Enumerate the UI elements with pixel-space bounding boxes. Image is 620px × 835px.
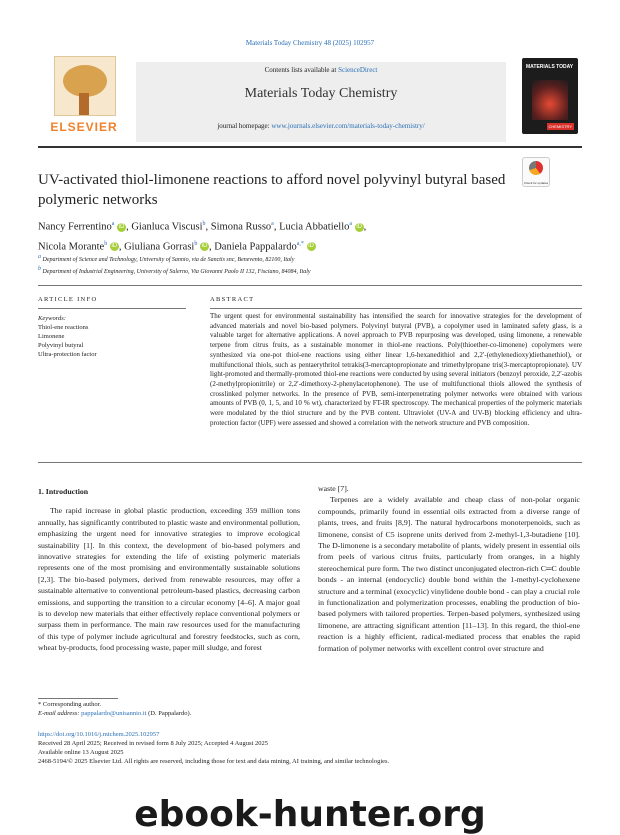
introduction-heading: 1. Introduction [38,487,89,496]
article-info-heading: ARTICLE INFO [38,296,98,303]
contents-prefix: Contents lists available at [264,66,339,74]
abstract-heading: ABSTRACT [210,296,255,303]
author-name[interactable]: Lucia Abbatiello [279,221,350,233]
author-line-1: Nancy Ferrentino$^a$ iD , Gianluca Viscusi$^b$, Simona Russo$^a$, Lucia Abbatiello$^a$ iD , [38,221,367,233]
check-for-updates-button[interactable] [522,157,550,187]
affiliation-divider [38,285,582,286]
author-affil: a [111,221,115,227]
journal-cover [522,58,578,134]
orcid-icon[interactable]: iD [308,243,314,250]
author-list [38,216,578,255]
homepage-line [136,122,506,130]
author-name[interactable]: Simona Russo [210,221,272,233]
affiliations [38,253,578,277]
keyword: Ultra-protection factor [38,351,97,358]
article-info-rule [38,308,186,309]
copyright: 2468-5194/© 2025 Elsevier Ltd. All rights are reserved, including those for text and data mining, AI training, and similar technologies. [38,758,390,765]
body-paragraph: waste [7]. [318,484,349,493]
keywords-label: Keywords: [38,315,66,322]
author-affil: b [194,240,198,247]
orcid-icon[interactable]: iD [201,243,208,250]
body-paragraph: The rapid increase in global plastic production, exceeding 359 million tons annually, has significantly contributed to plastic waste and environmental pollution, emphasizing the urgent need for innovative strategies to improve ecological sustainability [1]. In this context, the development of bio-based polymers and innovative strategies for extending the life of existing polymeric materials represents one of the most promising and environmentally sustainable solutions [2,3]. The bio-based polymers, derived from renewable resources, may offer a sustainable alternative to conventional petroleum-based plastics, decreasing carbon emissions, and supporting the transition to a circular economy [4–6]. A major goal is to develop new materials that either effectively replace conventional polymers or surpass them in performance. The main raw resources used for the manufacturing of this type of polymer include agricultural and forestry feedstocks, such as corn, wheat by-products, food processing waste, paper mill sludge, and forest [38,506,300,653]
body-paragraph: Terpenes are a widely available and cheap class of non-polar organic compounds, primarily found in essential oils extracted from a diverse range of plants, trees, and fruits [8,9]. The natural hydrocarbons monoterpenoids, such as limonene, consist of C5 isoprene units derived from 2-methyl-1,3-butadiene [10]. The D-limonene is a secondary metabolite of plants, widely present in essential oils from peels of various citrus fruits, particularly from oranges, in a highly stereochemical pure form. The two distinct unconjugated electron-rich C═C double bonds - an internal (endocyclic) double bond within the 1-methyl-cyclohexene structure and a terminal (exocyclic) vinylidene double bond - can play a crucial role in functionalization and polymerization processes, enabling the production of bio-based polymers with tailored properties. Terpen-based polymers, synthesized using limonene, are attracting significant attention [11–13]. In this regard, the thiol-ene reaction is a highly efficient, radical-mediated process that enables the rapid formation of polymer networks with excellent control over structure and [318,495,580,653]
corresponding-author-note: * Corresponding author. [38,701,102,708]
author-name[interactable]: Gianluca Viscusi [131,221,203,233]
article-title: UV-activated thiol-limonene reactions to afford novel polyvinyl butyral based polymeric networks [38,172,506,208]
keyword: Thiol-ene reactions [38,324,89,331]
elsevier-logo [38,56,130,140]
affiliation-a-text: Department of Science and Technology, University of Sannio, via de Sanctis snc, Benevento, 82100, Italy [42,257,295,263]
author-name[interactable]: Daniela Pappalardo [214,241,297,252]
email-line [38,709,338,718]
homepage-prefix: journal homepage: [217,122,272,130]
header-divider [38,146,582,148]
author-affil: a [271,221,274,227]
footnotes [38,700,338,718]
abstract-text: The urgent quest for environmental sustainability has intensified the search for innovative strategies for the development of advanced materials and novel bio-based polymers. Polyvinyl butyral (PVB), a copolymer used in laminated safety glass, is a valuable target for alternative applications. A novel approach to PVB repurposing was developed, using limonene, a renewable terpene from citrus fruits, as a sustainable monomer in thiol-ene reactions. Poly(thioether-co-limonene) copolymers were synthesized via one-pot thiol-ene reactions using either linear 1,6-hexanedithiol and 2,2′-(ethylenedioxy)diethanethiol), or multifunctional thiols, such as pentaerythritol tetrakis(3-mercaptopropionate and trimethylpropane tris(3-mercaptopropionate). UV light-promoted and thermally-promoted thiol-ene reactions were conducted by using several initiators (benzoyl peroxide, 2,2′-azobis (2-methylpropionitrile) or 2,2′-dimethoxy-2-phenylacetophenone). The use of multifunctional thiols allowed the synthesis of crosslinked polymer networks. In the presence of PVB, semi-interpenetrating polymer networks were obtained with various amounts of PVB (0, 1, 5, and 10 % wt), characterized by FT-IR spectroscopy. The mechanical properties of the polymeric materials were modulated by the thiol structure and by the PVB content. Ultraviolet (UV-A and UV-B) blocking efficiency and ultra-protection factor (UPF) were assessed and showed a correlation with the network structure and PVB composition. [210,312,582,427]
author-name[interactable]: Nancy Ferrentino [38,221,112,233]
author-name[interactable]: Giuliana Gorrasi [124,241,195,252]
check-updates-icon [529,161,543,175]
email-label: E-mail address: [38,710,82,717]
publisher-name: ELSEVIER [50,120,118,134]
contents-line [136,66,506,74]
orcid-icon[interactable]: iD [111,243,118,250]
author-affil: b [202,221,206,227]
publication-info [38,730,582,766]
email-link[interactable]: pappalardo@unisannio.it [81,710,147,717]
available-online: Available online 13 August 2025 [38,749,124,756]
email-suffix: (D. Pappalardo). [146,710,192,717]
affiliation-b-text: Department of Industrial Engineering, University of Salerno, Via Giovanni Paolo II 132, Fisciano, 84084, Italy [42,269,311,275]
check-updates-label: Check for updates [523,181,549,185]
keyword: Limonene [38,333,65,340]
body-right-column [318,483,580,654]
cover-strip: CHEMISTRY [548,124,572,129]
author-affil: b [104,240,108,247]
keywords-block [38,314,186,359]
received-dates: Received 28 April 2025; Received in revised form 8 July 2025; Accepted 4 August 2025 [38,740,268,747]
orcid-icon[interactable]: iD [356,223,362,230]
author-line-2: Nicola Morante$^b$ iD , Giuliana Gorrasi$^b$ iD , Daniela Pappalardo$^{a,*}$ iD [38,240,314,252]
journal-title: Materials Today Chemistry [244,86,398,101]
cover-title: MATERIALS TODAY [526,64,574,70]
orcid-icon[interactable]: iD [118,223,125,230]
author-name[interactable]: Nicola Morante [38,241,105,252]
abstract-rule [210,308,582,309]
journal-citation-link[interactable]: Materials Today Chemistry 48 (2025) 102957 [245,39,375,47]
journal-header-box [136,62,506,142]
tree-icon [54,56,116,116]
abstract-bottom-rule [38,462,582,463]
footnote-rule [38,698,118,699]
cover-image [532,80,568,120]
body-left-column [38,486,300,654]
author-affil: a [349,221,353,227]
keyword: Polyvinyl butyral [38,342,84,349]
doi-link[interactable]: https://doi.org/10.1016/j.mtchem.2025.102957 [38,731,160,738]
author-affil: a,* [296,240,304,247]
affiliation-a: $^a$ Department of Science and Technology, University of Sannio, via de Sanctis snc, Benevento, 82100, Italy [38,254,295,263]
watermark: ebook-hunter.org [134,794,486,835]
affiliation-b: $^b$ Department of Industrial Engineering, University of Salerno, Via Giovanni Paolo II 132, Fisciano, 84084, Italy [38,266,311,275]
sciencedirect-link[interactable]: ScienceDirect [338,66,378,74]
homepage-link[interactable]: www.journals.elsevier.com/materials-today-chemistry/ [271,122,425,130]
